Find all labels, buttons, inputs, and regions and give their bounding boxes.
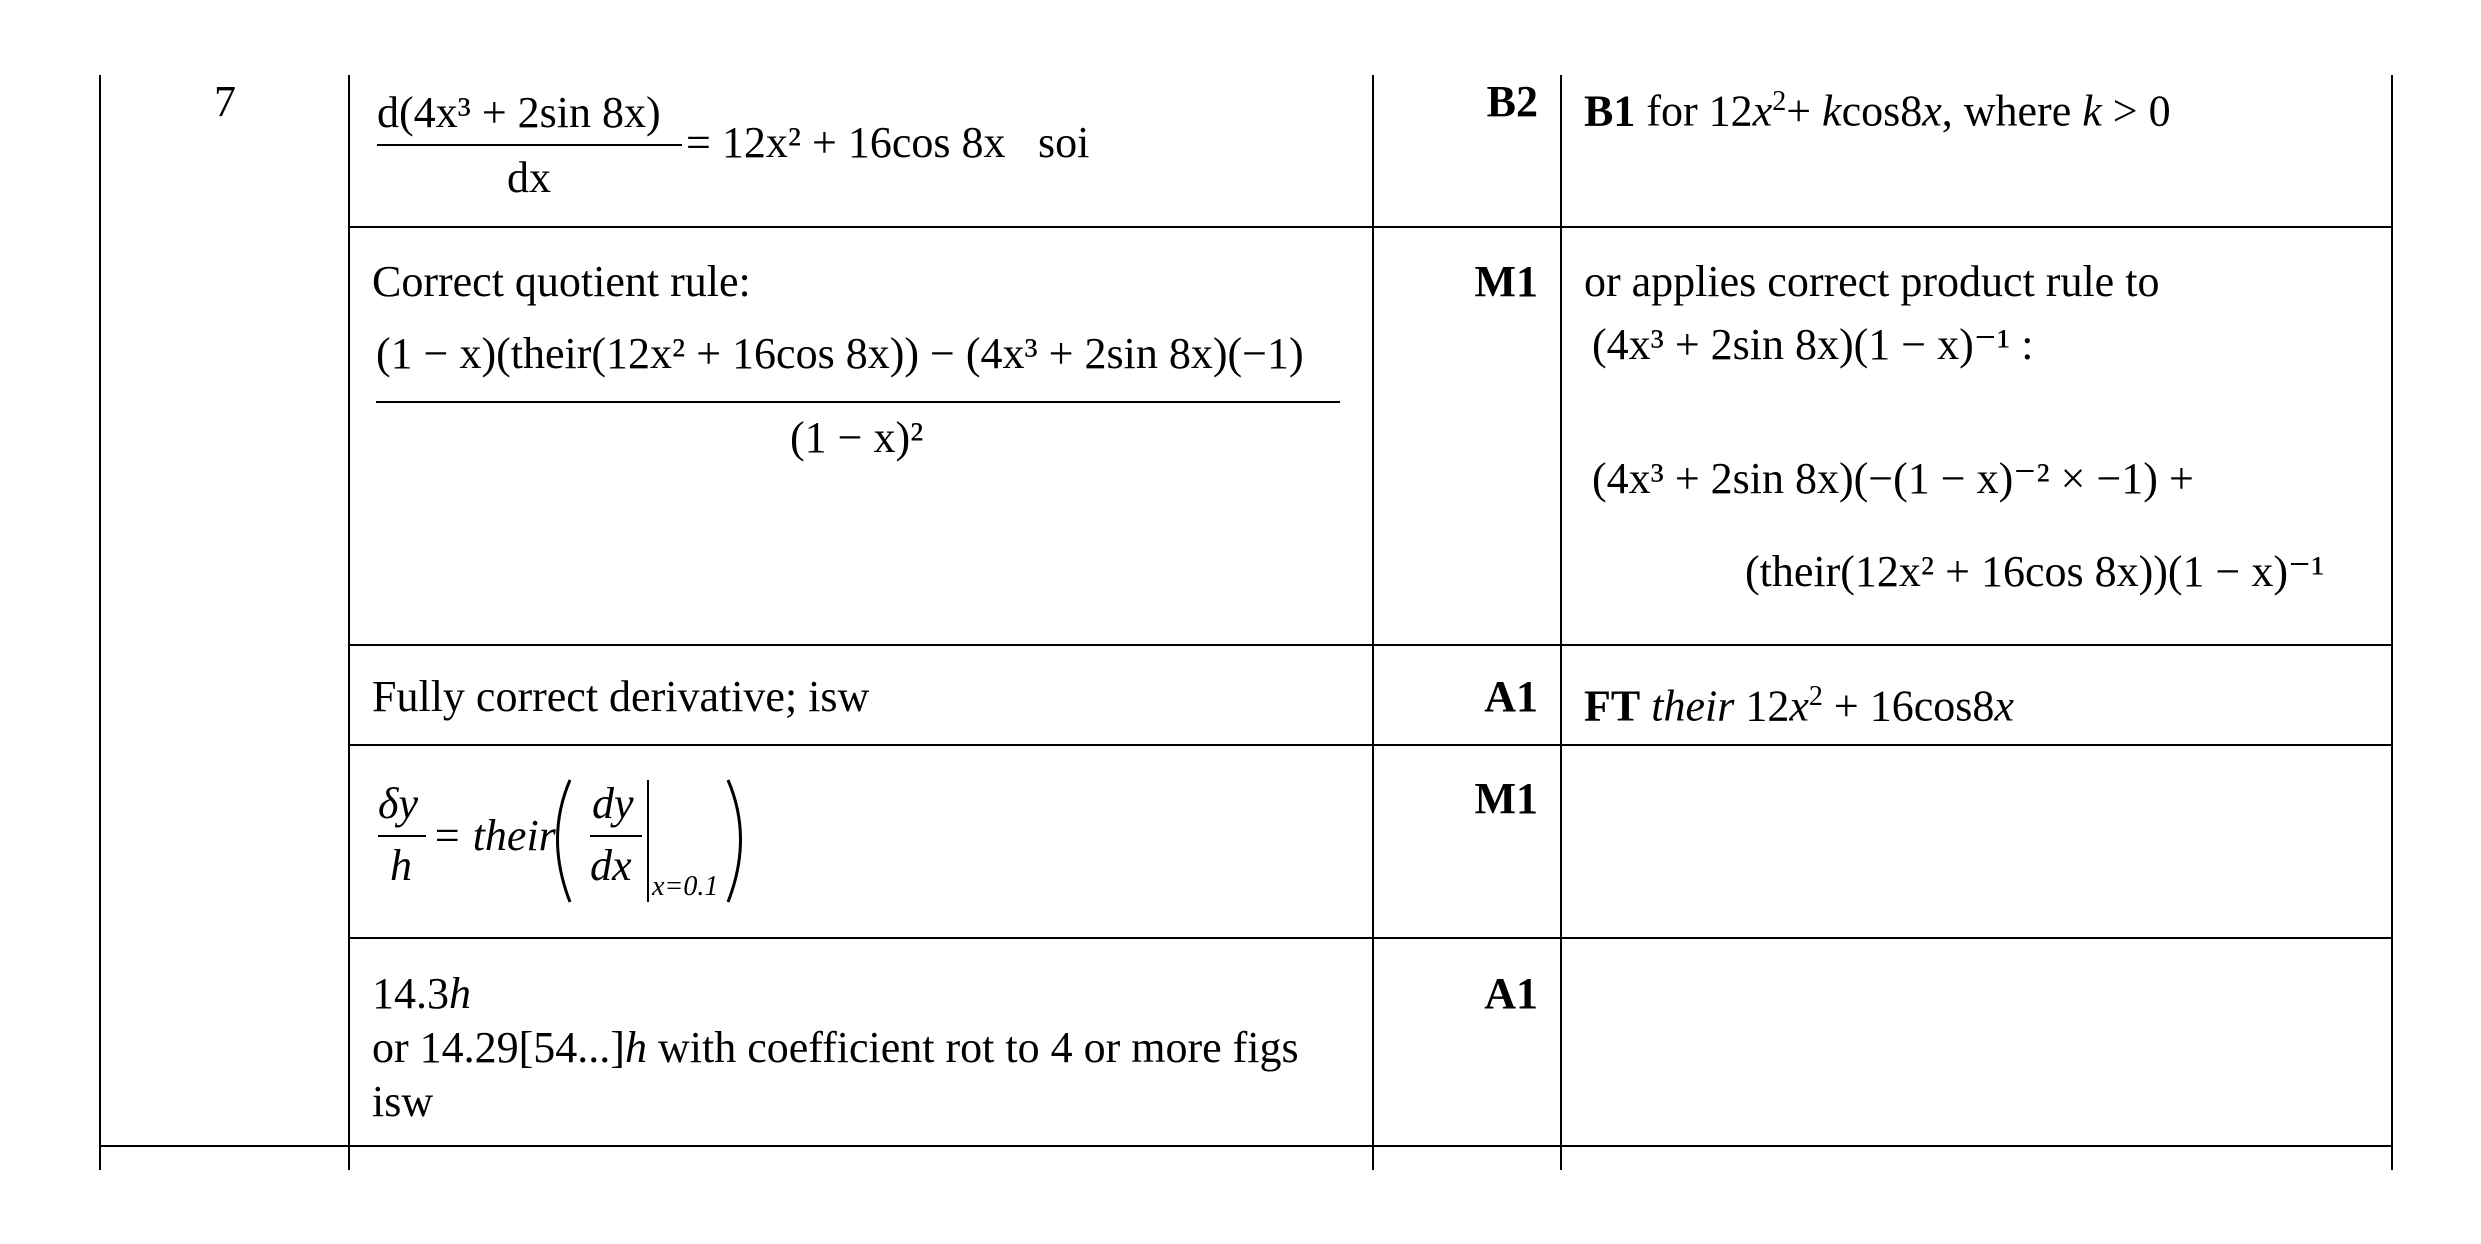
row1-derivative-numerator: d(4x³ + 2sin 8x)	[377, 88, 661, 137]
row4-their: = their	[432, 811, 556, 860]
row2-guidance-expr1: (4x³ + 2sin 8x)(1 − x)⁻¹ :	[1592, 320, 2034, 369]
row-divider-2	[348, 644, 2393, 646]
row3-mark: A1	[1484, 672, 1538, 721]
row1-guidance	[1584, 75, 2374, 139]
row5-answer	[372, 967, 1299, 1129]
column-divider-marks	[1560, 75, 1562, 1170]
row4-h: h	[390, 841, 412, 890]
row5-text: with coefficient rot to 4 or more figs	[646, 1023, 1299, 1072]
row5-value: 14.3	[372, 969, 449, 1018]
row4-left-paren	[558, 780, 571, 902]
row2-quotient-formula	[370, 310, 1370, 480]
row1-guidance-text: , where	[1941, 86, 2083, 136]
row4-delta-y: δy	[378, 779, 418, 828]
column-divider-answer	[1372, 75, 1374, 1170]
row2-quotient-denominator: (1 − x)²	[790, 413, 924, 462]
row2-quotient-numerator: (1 − x)(their(12x² + 16cos 8x)) − (4x³ + 2sin 8x)(−1)	[376, 329, 1304, 378]
question-number: 7	[214, 77, 236, 126]
row1-guidance-var: k	[2082, 86, 2102, 136]
row1-guidance-text: cos8	[1841, 86, 1923, 136]
row2-guidance-expr3: (their(12x² + 16cos 8x))(1 − x)⁻¹	[1745, 547, 2325, 596]
row5-line2	[372, 1021, 1299, 1075]
row1-guidance-sup: 2	[1772, 86, 1787, 117]
row1-guidance-var: k	[1822, 86, 1842, 136]
row5-mark: A1	[1484, 969, 1538, 1018]
row1-guidance-text: > 0	[2101, 86, 2171, 136]
row2-guidance-expr2: (4x³ + 2sin 8x)(−(1 − x)⁻² × −1) +	[1592, 454, 2194, 503]
row1-guidance-text: for 12	[1635, 86, 1753, 136]
table-border-left	[99, 75, 101, 1170]
row3-answer: Fully correct derivative; isw	[372, 672, 870, 721]
row5-line3: isw	[372, 1077, 434, 1126]
row4-subscript: x=0.1	[652, 871, 719, 902]
row3-guidance-var: x	[1994, 681, 2014, 731]
row3-guidance-var: x	[1789, 681, 1809, 731]
row1-guidance-text: +	[1786, 86, 1823, 136]
row3-guidance-ft: FT	[1584, 681, 1641, 731]
row4-mark: M1	[1474, 774, 1538, 823]
row5-line1	[372, 967, 1299, 1021]
row1-derivative-formula	[370, 85, 1150, 210]
column-divider-question	[348, 75, 350, 1170]
row4-right-paren	[728, 780, 741, 902]
table-bottom-rule	[99, 1145, 2393, 1147]
row5-value: or 14.29[54...]	[372, 1023, 625, 1072]
row2-mark: M1	[1474, 257, 1538, 306]
row-divider-3	[348, 744, 2393, 746]
row-divider-4	[348, 937, 2393, 939]
row5-h: h	[624, 1023, 647, 1072]
row1-derivative-rhs: = 12x² + 16cos 8x	[686, 118, 1006, 167]
row4-small-change-formula	[370, 770, 810, 920]
row4-dy: dy	[592, 779, 634, 828]
table-border-right	[2391, 75, 2393, 1170]
row3-guidance-text: + 16cos8	[1822, 681, 1995, 731]
row3-guidance-their: their	[1640, 681, 1735, 731]
row1-suffix-soi: soi	[1038, 118, 1090, 167]
row4-dx: dx	[590, 841, 632, 890]
row3-guidance-text: 12	[1734, 681, 1790, 731]
row1-guidance-var: x	[1922, 86, 1942, 136]
row3-guidance-sup: 2	[1808, 681, 1823, 712]
row1-derivative-denominator: dx	[507, 153, 551, 202]
row-divider-1	[348, 226, 2393, 228]
row2-guidance-line1: or applies correct product rule to	[1584, 257, 2160, 306]
row1-guidance-mark: B1	[1584, 86, 1636, 136]
row1-mark: B2	[1486, 77, 1538, 126]
row1-guidance-var: x	[1752, 86, 1773, 136]
row2-heading: Correct quotient rule:	[372, 257, 751, 306]
row5-h: h	[449, 969, 471, 1018]
row3-guidance	[1584, 670, 2014, 734]
